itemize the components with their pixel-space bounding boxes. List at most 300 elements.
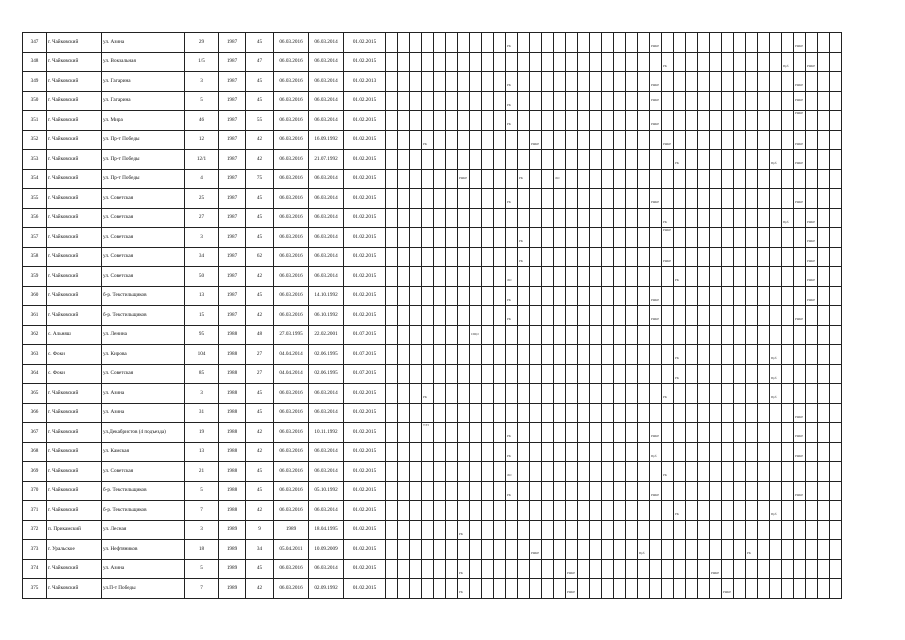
schedule-cell [746,325,758,345]
table-row [23,72,842,92]
schedule-cell [398,403,410,423]
schedule-cell [398,33,410,53]
schedule-cell [434,130,446,150]
schedule-cell [818,130,830,150]
date-1-cell: 06.03.2016 [274,228,309,248]
date-2-cell: 05.10.1992 [309,481,344,501]
schedule-cell [770,91,782,111]
schedule-cell [422,189,434,209]
schedule-cell [566,403,578,423]
schedule-cell [542,267,554,287]
schedule-cell [506,286,518,306]
schedule-cell [794,520,806,540]
schedule-cell [386,130,398,150]
schedule-cell [614,540,626,560]
schedule-cell [818,169,830,189]
schedule-cell [614,559,626,579]
schedule-cell [602,501,614,521]
schedule-cell [542,540,554,560]
work-code-mark: РФКР [795,200,804,204]
schedule-cell [770,208,782,228]
schedule-cell [722,169,734,189]
schedule-cell [770,345,782,365]
schedule-cell [566,169,578,189]
schedule-cell [794,208,806,228]
schedule-cell [818,364,830,384]
schedule-cell [638,540,650,560]
schedule-cell [626,384,638,404]
schedule-cell [482,559,494,579]
row-number: 363 [23,345,47,365]
schedule-cell [434,442,446,462]
schedule-cell [470,306,482,326]
schedule-cell [746,403,758,423]
schedule-cell [590,579,602,599]
schedule-cell [530,72,542,92]
schedule-cell [590,72,602,92]
schedule-cell [518,111,530,131]
schedule-cell [734,579,746,599]
schedule-cell [506,481,518,501]
schedule-cell [830,559,842,579]
schedule-cell [506,91,518,111]
schedule-cell [542,306,554,326]
schedule-cell [542,364,554,384]
schedule-cell [590,481,602,501]
schedule-cell [482,169,494,189]
schedule-cell [794,579,806,599]
schedule-cell [746,150,758,170]
schedule-cell [626,247,638,267]
schedule-cell [650,228,662,248]
schedule-cell [626,228,638,248]
schedule-cell [830,520,842,540]
date-1-cell: 06.03.2016 [274,189,309,209]
schedule-cell [614,286,626,306]
schedule-cell [398,384,410,404]
schedule-cell [686,345,698,365]
schedule-cell [794,423,806,443]
schedule-cell [386,33,398,53]
schedule-cell [458,579,470,599]
schedule-cell [722,462,734,482]
build-year-cell: 1989 [219,579,246,599]
schedule-cell [758,306,770,326]
schedule-cell [554,384,566,404]
schedule-cell [782,208,794,228]
work-code-mark: РФКР [807,278,816,282]
schedule-cell [794,91,806,111]
date-3-cell: 01.02.2015 [344,91,386,111]
schedule-cell [434,501,446,521]
schedule-cell [458,325,470,345]
settlement-cell: п. Прикамский [47,520,102,540]
work-code-mark: РФКР [807,219,816,224]
work-code-mark: РФКР [795,97,804,102]
schedule-cell [470,72,482,92]
schedule-cell [410,540,422,560]
table-row [23,111,842,131]
schedule-cell [674,442,686,462]
schedule-cell [482,325,494,345]
schedule-cell [458,481,470,501]
date-3-cell: 01.07.2015 [344,364,386,384]
schedule-cell [470,247,482,267]
date-3-cell: 01.07.2015 [344,345,386,365]
house-number-cell: 85 [185,364,219,384]
schedule-cell [470,579,482,599]
schedule-cell [758,403,770,423]
row-number: 349 [23,72,47,92]
count-cell: 27 [246,364,274,384]
house-number-cell: 5 [185,559,219,579]
schedule-cell [770,442,782,462]
schedule-cell [830,247,842,267]
schedule-cell [746,33,758,53]
schedule-cell [542,228,554,248]
date-1-cell: 06.03.2016 [274,442,309,462]
schedule-cell [770,481,782,501]
schedule-cell [746,462,758,482]
schedule-cell [806,91,818,111]
date-1-cell: 27.03.1995 [274,325,309,345]
work-code-mark: РК [507,122,511,126]
schedule-cell [506,540,518,560]
work-code-mark: ЛО [507,278,512,282]
work-code-mark: РФКР [651,97,660,102]
schedule-cell [614,423,626,443]
schedule-cell [698,286,710,306]
schedule-cell [566,481,578,501]
schedule-cell [434,150,446,170]
schedule-cell [554,501,566,521]
schedule-cell [434,481,446,501]
schedule-cell [542,442,554,462]
schedule-cell [806,403,818,423]
schedule-cell [734,423,746,443]
schedule-cell [542,462,554,482]
schedule-cell [614,72,626,92]
schedule-cell [770,111,782,131]
schedule-cell [566,442,578,462]
schedule-cell [554,33,566,53]
schedule-cell [686,267,698,287]
schedule-cell [554,579,566,599]
schedule-cell [674,520,686,540]
house-number-cell: 31 [185,403,219,423]
count-cell: 42 [246,130,274,150]
settlement-cell: г. Чайковский [47,247,102,267]
schedule-cell [638,481,650,501]
schedule-cell [494,169,506,189]
schedule-cell [482,208,494,228]
schedule-cell [734,33,746,53]
table-row [23,208,842,228]
work-code-mark: РФКР [651,44,660,48]
schedule-cell [458,267,470,287]
schedule-cell [386,364,398,384]
schedule-cell [422,481,434,501]
schedule-cell [662,540,674,560]
schedule-cell [698,384,710,404]
schedule-cell [410,559,422,579]
work-code-mark: РФКР [807,297,816,302]
schedule-cell [710,384,722,404]
schedule-cell [530,52,542,72]
schedule-cell [470,33,482,53]
schedule-cell [578,462,590,482]
schedule-cell [758,169,770,189]
schedule-cell [782,462,794,482]
schedule-cell [602,130,614,150]
schedule-cell [458,169,470,189]
table-row [23,247,842,267]
schedule-cell [554,364,566,384]
date-1-cell: 06.03.2016 [274,33,309,53]
schedule-cell [650,169,662,189]
date-1-cell: 06.03.2016 [274,169,309,189]
row-number: 354 [23,169,47,189]
schedule-cell [410,442,422,462]
schedule-cell [746,72,758,92]
schedule-cell [782,130,794,150]
schedule-cell [662,364,674,384]
settlement-cell: г. Чайковский [47,267,102,287]
schedule-cell [398,501,410,521]
schedule-cell [782,520,794,540]
work-code-mark: РК [663,63,667,68]
schedule-cell [722,540,734,560]
schedule-cell [638,384,650,404]
schedule-cell [518,481,530,501]
schedule-cell [806,306,818,326]
schedule-cell [554,150,566,170]
build-year-cell: 1988 [219,345,246,365]
schedule-cell [746,364,758,384]
schedule-cell [458,189,470,209]
schedule-cell [470,150,482,170]
street-cell: б-р. Текстильщиков [102,306,185,326]
schedule-cell [530,520,542,540]
schedule-cell [758,345,770,365]
schedule-cell [734,481,746,501]
schedule-cell [830,52,842,72]
schedule-cell [782,91,794,111]
schedule-cell [758,208,770,228]
schedule-cell [746,111,758,131]
schedule-cell [638,228,650,248]
schedule-cell [494,325,506,345]
schedule-cell [698,169,710,189]
schedule-cell [830,345,842,365]
schedule-cell [398,364,410,384]
work-code-mark: РК [507,83,511,87]
work-code-mark: ЛО [555,175,560,180]
schedule-cell [506,228,518,248]
schedule-cell [542,520,554,540]
schedule-cell [650,579,662,599]
schedule-cell [734,442,746,462]
schedule-cell [386,384,398,404]
schedule-cell [650,91,662,111]
schedule-cell [566,345,578,365]
work-code-mark: РК [507,297,511,302]
schedule-cell [506,111,518,131]
schedule-cell [794,442,806,462]
schedule-cell [758,72,770,92]
work-code-mark: РК [519,239,523,243]
schedule-cell [746,52,758,72]
schedule-cell [434,169,446,189]
schedule-cell [446,247,458,267]
date-3-cell: 01.02.2015 [344,384,386,404]
schedule-cell [722,559,734,579]
schedule-cell [470,462,482,482]
work-code-mark: РФКР [531,141,540,146]
schedule-cell [710,540,722,560]
work-code-mark: Прб [651,453,657,458]
street-cell: ул. Советская [102,364,185,384]
schedule-cell [410,306,422,326]
date-2-cell: 06.03.2014 [309,501,344,521]
work-code-mark: РФКР [711,570,720,575]
schedule-cell [734,247,746,267]
schedule-cell [674,403,686,423]
schedule-cell [794,540,806,560]
schedule-cell [494,540,506,560]
schedule-cell [566,520,578,540]
schedule-cell [794,111,806,131]
schedule-cell [758,325,770,345]
schedule-cell [386,52,398,72]
schedule-cell [686,208,698,228]
schedule-cell [590,384,602,404]
schedule-cell [458,462,470,482]
schedule-cell [386,91,398,111]
schedule-cell [734,520,746,540]
schedule-cell [662,325,674,345]
date-1-cell: 06.03.2016 [274,91,309,111]
settlement-cell: г. Уральское [47,540,102,560]
house-number-cell: 46 [185,111,219,131]
schedule-cell [638,442,650,462]
schedule-cell [734,462,746,482]
schedule-cell [410,228,422,248]
count-cell: 9 [246,520,274,540]
schedule-cell [482,91,494,111]
schedule-cell [794,286,806,306]
schedule-cell [638,579,650,599]
schedule-cell [422,52,434,72]
schedule-cell [518,579,530,599]
schedule-cell [662,150,674,170]
schedule-cell [518,442,530,462]
work-code-mark: ТЭЗ [423,423,429,427]
row-number: 368 [23,442,47,462]
schedule-cell [710,559,722,579]
row-number: 347 [23,33,47,53]
work-code-mark: РФКР [723,590,732,594]
settlement-cell: с. Альняш [47,325,102,345]
street-cell: ул. Пр-т Победы [102,169,185,189]
schedule-cell [602,403,614,423]
schedule-cell [530,91,542,111]
schedule-cell [530,247,542,267]
schedule-cell [686,423,698,443]
settlement-cell: г. Чайковский [47,169,102,189]
schedule-cell [590,462,602,482]
schedule-cell [782,325,794,345]
schedule-cell [818,91,830,111]
schedule-cell [434,384,446,404]
schedule-cell [386,267,398,287]
work-code-mark: РК [663,219,667,224]
schedule-cell [734,169,746,189]
schedule-cell [806,208,818,228]
schedule-cell [446,208,458,228]
schedule-cell [686,286,698,306]
count-cell: 45 [246,559,274,579]
schedule-cell [518,520,530,540]
schedule-cell [614,384,626,404]
count-cell: 47 [246,52,274,72]
schedule-cell [662,286,674,306]
schedule-cell [674,111,686,131]
build-year-cell: 1987 [219,286,246,306]
schedule-cell [422,364,434,384]
street-cell: ул. Вокзальная [102,52,185,72]
work-code-mark: Прб [783,219,789,224]
schedule-cell [398,423,410,443]
schedule-cell [566,286,578,306]
schedule-cell [782,189,794,209]
schedule-cell [518,33,530,53]
schedule-cell [482,403,494,423]
row-number: 372 [23,520,47,540]
schedule-cell [662,52,674,72]
schedule-cell [782,228,794,248]
settlement-cell: г. Чайковский [47,384,102,404]
build-year-cell: 1987 [219,169,246,189]
settlement-cell: г. Чайковский [47,52,102,72]
table-row [23,150,842,170]
street-cell: ул. Лесная [102,520,185,540]
schedule-cell [710,501,722,521]
date-3-cell: 01.02.2015 [344,442,386,462]
schedule-cell [674,286,686,306]
schedule-cell [446,442,458,462]
schedule-cell [422,384,434,404]
schedule-cell [734,150,746,170]
schedule-cell [770,189,782,209]
schedule-cell [470,52,482,72]
schedule-cell [746,286,758,306]
settlement-cell: г. Чайковский [47,579,102,599]
schedule-cell [698,91,710,111]
schedule-cell [818,33,830,53]
schedule-cell [542,208,554,228]
street-cell: ул. Гагарина [102,91,185,111]
schedule-cell [542,247,554,267]
schedule-cell [542,579,554,599]
schedule-cell [770,72,782,92]
table-row [23,33,842,53]
schedule-cell [734,130,746,150]
work-code-mark: РФКР [459,175,468,180]
schedule-cell [626,150,638,170]
schedule-cell [494,403,506,423]
schedule-cell [794,384,806,404]
